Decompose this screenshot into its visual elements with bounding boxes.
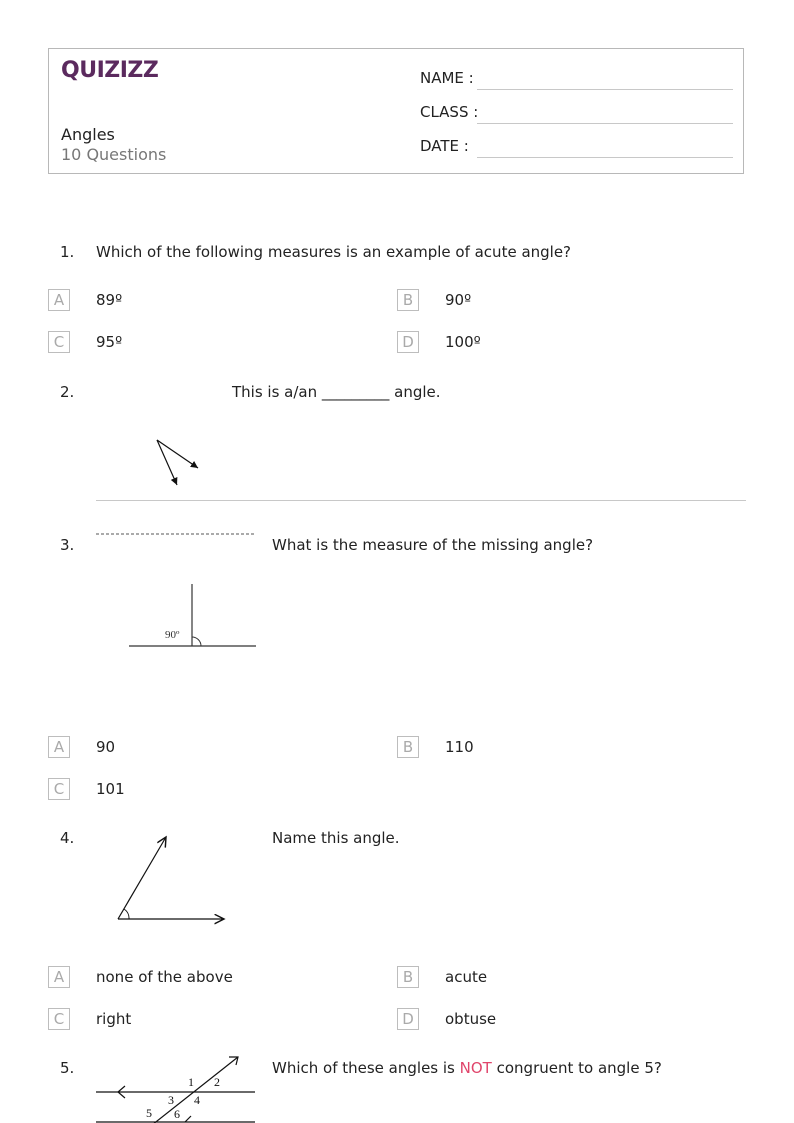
name-label: NAME : (420, 69, 474, 87)
worksheet-header (48, 48, 744, 174)
option-letter-b[interactable]: B (397, 289, 419, 311)
option-letter-d[interactable]: D (397, 1008, 419, 1030)
angle-figure (150, 434, 210, 494)
angle-label-3: 3 (168, 1093, 174, 1107)
quizizz-logo: QUIZIZZ (61, 58, 159, 83)
question-text-start: Which of these angles is (272, 1059, 460, 1077)
option-text[interactable]: 90 (96, 738, 116, 756)
option-text[interactable]: 89º (96, 291, 123, 309)
question-text: What is the measure of the missing angle? (272, 536, 594, 554)
option-letter-a[interactable]: A (48, 966, 70, 988)
angle-label-1: 1 (188, 1075, 194, 1089)
angle-label-5: 5 (146, 1106, 152, 1120)
option-text[interactable]: 110 (445, 738, 474, 756)
class-line[interactable] (477, 123, 733, 124)
section-divider (96, 500, 746, 501)
question-text (272, 1059, 662, 1077)
option-letter-a[interactable]: A (48, 736, 70, 758)
question-number: 2. (60, 383, 75, 401)
option-letter-b[interactable]: B (397, 736, 419, 758)
option-text[interactable]: none of the above (96, 968, 233, 986)
angle-label-2: 2 (214, 1075, 220, 1089)
worksheet-title: Angles (61, 125, 115, 144)
question-number: 4. (60, 829, 75, 847)
highlight-not: NOT (459, 1059, 492, 1077)
option-text[interactable]: acute (445, 968, 488, 986)
angle-label-4: 4 (194, 1093, 200, 1107)
option-letter-c[interactable]: C (48, 778, 70, 800)
question-count: 10 Questions (61, 145, 167, 164)
option-text[interactable]: 101 (96, 780, 125, 798)
class-label: CLASS : (420, 103, 479, 121)
parallel-lines-figure (90, 1053, 260, 1123)
option-text[interactable]: obtuse (445, 1010, 497, 1028)
option-letter-d[interactable]: D (397, 331, 419, 353)
option-text[interactable]: right (96, 1010, 132, 1028)
question-number: 5. (60, 1059, 75, 1077)
question-text: This is a/an _________ angle. (232, 383, 441, 401)
date-label: DATE : (420, 137, 469, 155)
question-number: 3. (60, 536, 75, 554)
option-letter-b[interactable]: B (397, 966, 419, 988)
angle-label-6: 6 (174, 1107, 180, 1121)
option-text[interactable]: 95º (96, 333, 123, 351)
option-letter-c[interactable]: C (48, 331, 70, 353)
angle-label: 90º (165, 629, 180, 641)
option-text[interactable]: 90º (445, 291, 472, 309)
right-angle-figure (120, 526, 260, 656)
question-text-end: congruent to angle 5? (491, 1059, 662, 1077)
option-letter-a[interactable]: A (48, 289, 70, 311)
question-text: Name this angle. (272, 829, 400, 847)
question-text: Which of the following measures is an example of acute angle? (96, 243, 572, 261)
option-text[interactable]: 100º (445, 333, 481, 351)
angle-figure (110, 830, 240, 930)
date-line[interactable] (477, 157, 733, 158)
question-number: 1. (60, 243, 75, 261)
option-letter-c[interactable]: C (48, 1008, 70, 1030)
name-line[interactable] (477, 89, 733, 90)
